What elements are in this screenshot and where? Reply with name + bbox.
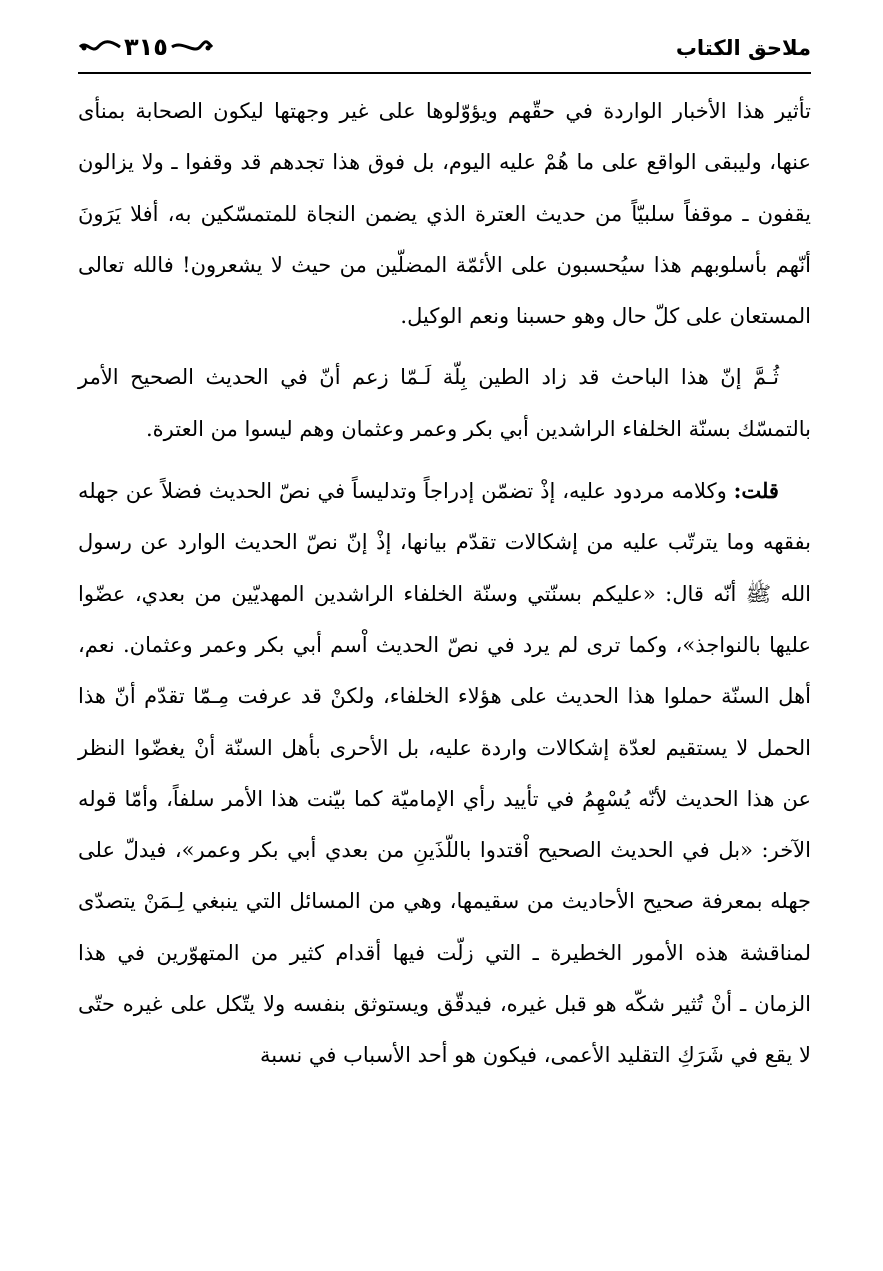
paragraph-3-text: وكلامه مردود عليه، إذْ تضمّن إدراجاً وتدليساً في نصّ الحديث فضلاً عن جهله بفقهه وما يترتّب عليه من إشكالات تقدّم بيانها، إذْ إنّ نصّ الحديث الوارد عن رسول الله ﷺ أنّه قال: «عليكم بسنّتي وسنّة الخلفاء الراشدين المهديّين من بعدي، عضّوا عليها بالنواجذ»، وكما ترى لم يرد في نصّ الحديث اْسم أبي بكر وعمر وعثمان. نعم، أهل السنّة حملوا هذا الحديث على هؤلاء الخلفاء، ولكنْ قد عرفت مِـمّا تقدّم أنّ هذا الحمل لا يستقيم لعدّة إشكالات واردة عليه، بل الأحرى بأهل السنّة أنْ يغضّوا النظر عن هذا الحديث لأنّه يُسْهِمُ في تأييد رأي الإماميّة كما بيّنت هذا الأمر سلفاً، وأمّا قوله الآخر: «بل في الحديث الصحيح اْقتدوا باللّذَينِ من بعدي أبي بكر وعمر»، فيدلّ على جهله بمعرفة صحيح الأحاديث من سقيمها، وهي من المسائل التي ينبغي لِـمَنْ يتصدّى لمناقشة هذه الأمور الخطيرة ـ التي زلّت فيها أقدام كثير من المتهوّرين في هذا الزمان ـ أنْ تُثير شكّه هو قبل غيره، فيدقّق ويستوثق بنفسه ولا يتّكل على غيره حتّى لا يقع في شَرَكِ التقليد الأعمى، فيكون هو أحد الأسباب في نسبة — [78, 479, 811, 1068]
main-text — [78, 86, 811, 1092]
page-header — [78, 30, 811, 74]
page-number-ornament — [78, 32, 214, 62]
page-number: ٣١٥ — [124, 33, 168, 61]
header-rule — [78, 72, 811, 74]
left-flourish-icon — [78, 39, 122, 55]
running-title: ملاحق الكتاب — [675, 36, 811, 60]
paragraph-1: تأثير هذا الأخبار الواردة في حقّهم ويؤوّلوها على غير وجهتها ليكون الصحابة بمنأى عنها، وليبقى الواقع على ما هُمْ عليه اليوم، بل فوق هذا تجدهم قد وقفوا ـ ولا يزالون يقفون ـ موقفاً سلبيّاً من حديث العترة الذي يضمن النجاة للمتمسّكين به، أفلا يَرَونَ أنّهم بأسلوبهم هذا سيُحسبون على الأئمّة المضلّين من حيث لا يشعرون! فالله تعالى المستعان على كلّ حال وهو حسبنا ونعم الوكيل. — [78, 99, 811, 329]
paragraph-2: ثُـمَّ إنّ هذا الباحث قد زاد الطين بِلّة لَـمّا زعم أنّ في الحديث الصحيح الأمر بالتمسّك بسنّة الخلفاء الراشدين أبي بكر وعمر وعثمان وهم ليسوا من العترة. — [78, 365, 811, 441]
paragraph-3-lead: قلت: — [733, 478, 779, 504]
right-flourish-icon — [170, 39, 214, 55]
paragraph-3 — [78, 465, 811, 1082]
